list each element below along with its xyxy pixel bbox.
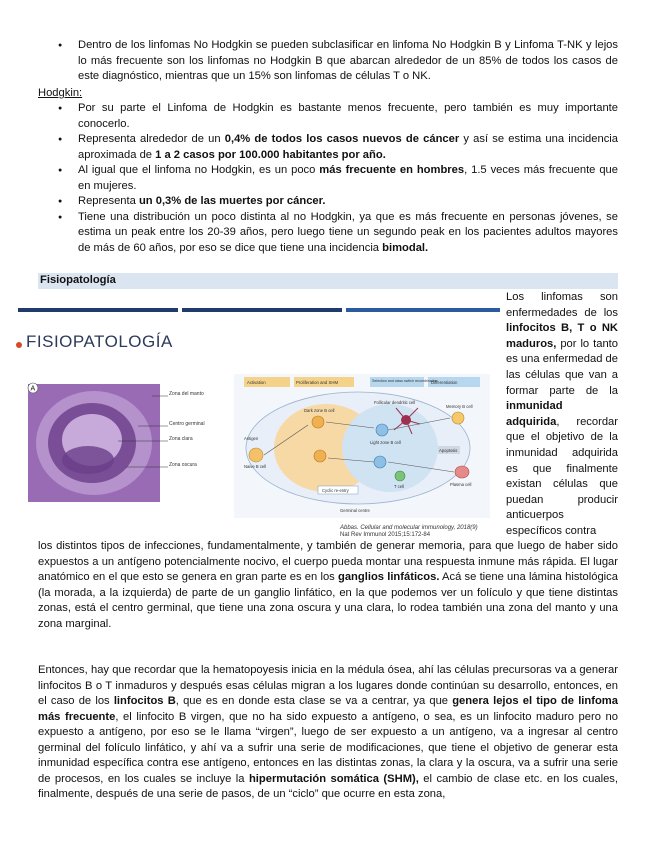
light-zone-b-cell — [376, 424, 388, 436]
svg-text:Activation: Activation — [247, 380, 266, 385]
svg-text:Proliferation and SHM: Proliferation and SHM — [296, 380, 339, 385]
diagram-label: T cell — [394, 484, 404, 489]
dark-zone-b-cell — [312, 416, 324, 428]
hodgkin-bullet: ● Representa un 0,3% de las muertes por cáncer. — [38, 194, 618, 210]
slide-title: FISIOPATOLOGÍA — [26, 332, 173, 351]
wrap-paragraph: Los linfomas son enfermedades de los linfocitos B, T o NK maduros, por lo tanto es una enfermedad de las células que van a formar parte de la inmunidad adquirida, recordar que el objetivo de la inmunidad adquirida es que finalmente existan células que puedan producir anticuerpos específicos contra — [506, 291, 618, 537]
nh-bullet: ● Dentro de los linfomas No Hodgkin se pueden subclasificar en linfoma No Hodgkin B y Linfoma T-NK y lejos lo más frecuente son los linfomas no Hodgkin B que abarcan alrededor de un 85% de todos los casos de este diagnóstico, mientras que un 15% son linfomas de células T o NK. — [38, 38, 618, 85]
paragraph: los distintos tipos de infecciones, fundamentalmente, y también de generar memoria, para que luego de haber sido expuestos a un antígeno potencialmente nocivo, el cuerpo pueda montar una respuesta inmune más rápida. El lugar anatómico en el que esto se genera en gran parte es en los ganglios linfáticos. Acá se tiene una lámina histológica (la morada, a la izquierda) de parte de un ganglio linfático, en la que podemos ver un folículo y que tiene distintas zonas, está el centro germinal, que tiene una zona oscura y una clara, lo rodea también una zona del manto y una zona marginal. — [38, 540, 618, 630]
diagram-label: Follicular dendritic cell — [374, 400, 416, 405]
hodgkin-heading: Hodgkin: — [38, 87, 83, 99]
diagram-label: Memory B cell — [446, 404, 473, 409]
slide-figures — [18, 300, 500, 544]
slide-caption: Abbas. Cellular and molecular immunology, 2018(9) — [340, 525, 478, 531]
slide-caption: Nat Rev Immunol 2015;15:172-84 — [340, 532, 431, 538]
nh-bullet-list — [38, 38, 618, 85]
svg-text:Selection and class switch rec: Selection and class switch recombination — [372, 379, 438, 383]
section-header-bar — [38, 273, 618, 289]
section-title: Fisiopatología — [40, 274, 116, 286]
hodgkin-bullet: ● Por su parte el Linfoma de Hodgkin es bastante menos frecuente, pero también es muy importante conocerlo. — [38, 101, 618, 132]
hodgkin-bullet: ● Tiene una distribución un poco distinta al no Hodgkin, ya que es más frecuente en personas jóvenes, se estima un peak entre los 20-39 años, pero luego tiene un segundo peak en los pacientes adultos mayores de más de 60 años, por eso se dice que tiene una incidencia bimodal. — [38, 210, 618, 257]
diagram-label: Naive B cell — [244, 464, 267, 469]
light-zone-b-cell — [374, 456, 386, 468]
t-cell — [395, 471, 405, 481]
diagram-label: Plasma cell — [450, 482, 472, 487]
dark-zone-b-cell — [314, 450, 326, 462]
diagram-label: Germinal centre — [340, 508, 370, 513]
diagram-label: Cyclic re-entry — [322, 488, 349, 493]
histo-label: Zona clara — [169, 436, 193, 442]
svg-text:Differentiation: Differentiation — [431, 380, 458, 385]
naive-b-cell — [249, 448, 263, 462]
embedded-slide — [18, 300, 500, 544]
hodgkin-bullet: ● Al igual que el linfoma no Hodgkin, es un poco más frecuente en hombres, 1.5 veces más frecuente que en mujeres. — [38, 163, 618, 194]
histo-label: Zona oscura — [169, 462, 197, 468]
histo-label: Centro germinal — [169, 421, 205, 427]
memory-b-cell — [452, 412, 464, 424]
diagram-label: Antigen — [244, 436, 259, 441]
histo-label: Zona del manto — [169, 391, 204, 397]
svg-text:A: A — [30, 385, 36, 393]
germinal-centre-diagram — [234, 374, 490, 518]
diagram-label: Apoptosis — [439, 448, 458, 453]
plasma-cell — [455, 466, 469, 478]
diagram-label: Light zone B cell — [370, 440, 401, 445]
histology-image — [28, 383, 205, 502]
diagram-label: Dark zone B cell — [304, 408, 335, 413]
hodgkin-bullet-list — [38, 101, 618, 256]
paragraph: Entonces, hay que recordar que la hematopoyesis inicia en la médula ósea, ahí las células precursoras va a generar linfocitos B o T inmaduros y después esas células migran a los lugares donde continúan su desarrollo, entonces, en el caso de los linfocitos B, que es en donde esta clase se va a centrar, ya que genera lejos el tipo de linfoma más frecuente, el linfocito B virgen, que no ha sido expuesto a antígeno, o sea, es un linfocito maduro pero no expuesto a antígeno, por eso se le llama “virgen”, luego de ser expuesto a un antígeno, va a ingresar al centro germinal del folículo linfático, y ahí va a sufrir una serie de modificaciones, que tiene el objetivo de generar esta inmunidad específica contra ese antígeno, entonces en las distintas zonas, la clara y la oscura, va a sufrir una serie de procesos, en los cuales se incluye la hipermutación somática (SHM), el cambio de clase etc. en los cuales, finalmente, después de una serie de pasos, de un “ciclo” que ocurre en esta zona, — [38, 664, 618, 800]
hodgkin-bullet: ● Representa alrededor de un 0,4% de todos los casos nuevos de cáncer y así se estima una incidencia aproximada de 1 a 2 casos por 100.000 habitantes por año. — [38, 132, 618, 163]
